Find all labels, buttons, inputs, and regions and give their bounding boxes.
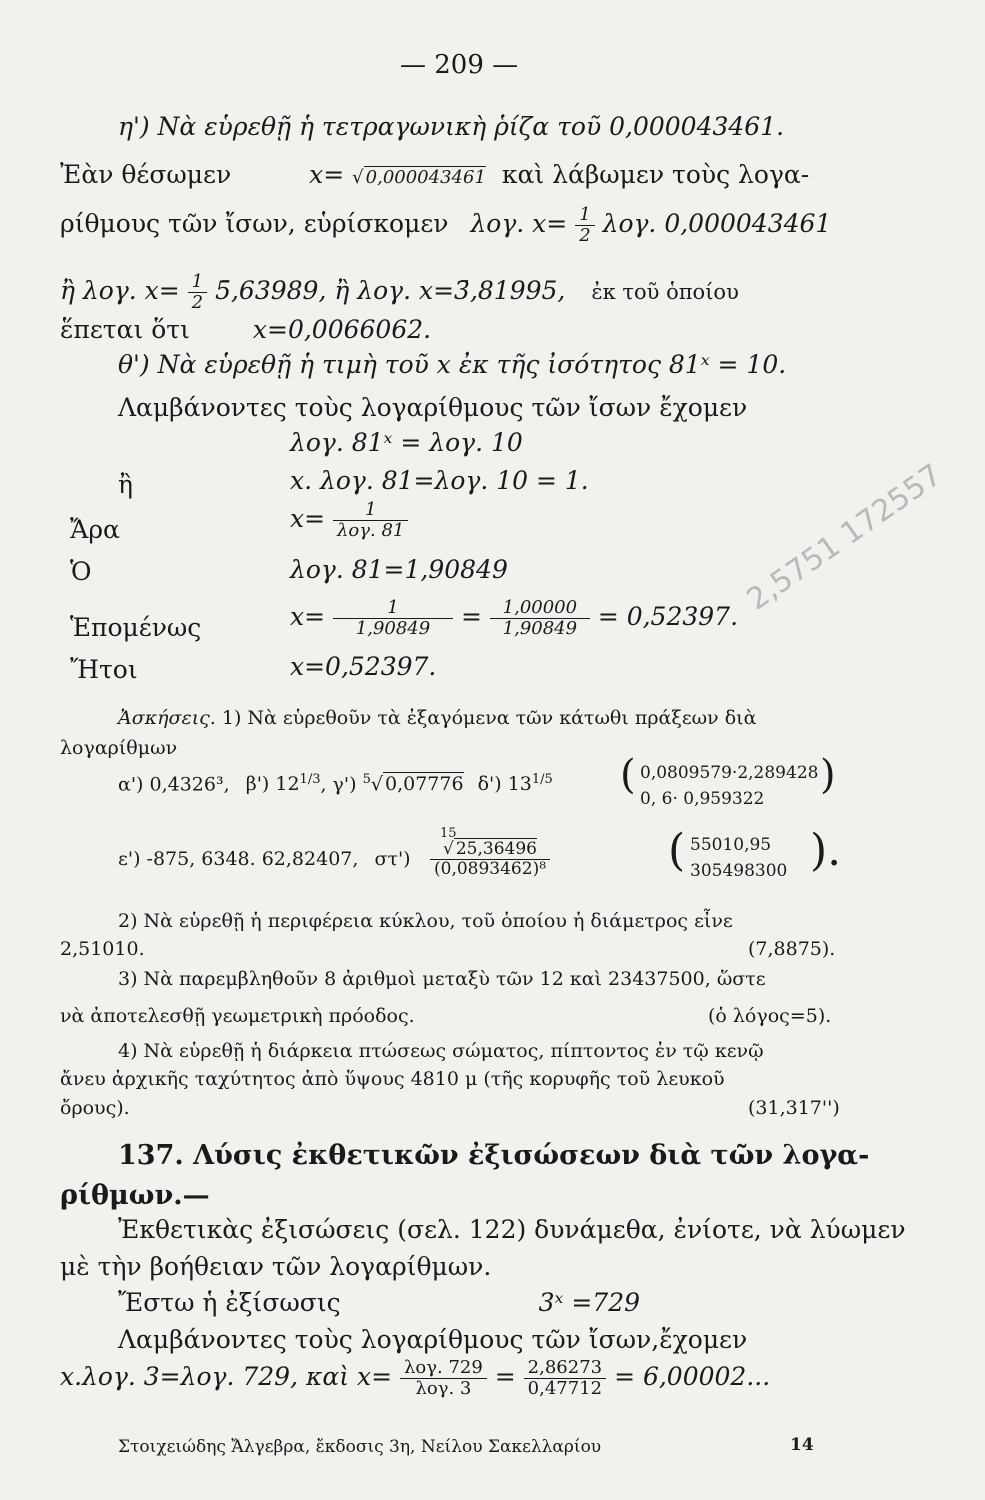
page-number: — 209 — <box>400 50 519 80</box>
exercise2-line1: 2) Νὰ εὑρεθῇ ἡ περιφέρεια κύκλου, τοῦ ὁποίου ἡ διάμετρος εἶνε <box>118 910 733 932</box>
exercises-intro: 1) Νὰ εὑρεθοῦν τὰ ἐξαγόμενα τῶν κάτωθι πράξεων διὰ <box>221 707 757 729</box>
ex1-matrix <box>640 760 818 812</box>
eta-line3-tail: ἐκ τοῦ ὁποίου <box>591 279 739 304</box>
ex1-matrix2-row2: 305498300 <box>690 861 788 881</box>
ex1-gamma-index: 5 <box>362 772 371 787</box>
section-137-p3-text: Ἔστω ἡ ἐξίσωσις <box>118 1288 341 1317</box>
exercises-head <box>118 707 756 729</box>
ex1-stigma-fraction <box>430 840 550 878</box>
ex1-gamma-radicand: 0,07776 <box>384 773 464 796</box>
ex1-alpha: α') 0,4326³, <box>118 773 230 796</box>
eta-half-num: 1 <box>575 205 594 226</box>
theta-eq5: x= $\frac{1}{1,90849}$ = $\frac{1,00000}{1,90849}$ = 0,52397. <box>290 597 739 639</box>
theta-eq3-frac <box>333 500 408 541</box>
ex1-matrix2 <box>690 832 787 884</box>
exercise4-answer: (31,317'') <box>748 1097 840 1119</box>
eta-line1-text: Ἐὰν θέσωμεν <box>60 160 232 189</box>
ex1-epsilon: ε') -875, 6348. 62,82407, <box>118 848 359 870</box>
eta-title: η') Νὰ εὑρεθῇ ἡ τετραγωνικὴ ῥίζα τοῦ 0,000043461. <box>118 112 785 141</box>
footer-signature: Στοιχειώδης Ἄλγεβρα, ἔκδοσις 3η, Νείλου Σακελλαρίου <box>118 1437 602 1457</box>
ex1-delta-exp: 1/5 <box>531 772 553 787</box>
theta-label-o: Ὁ <box>70 557 92 586</box>
theta-eq5-frac2 <box>490 598 590 639</box>
eta-line4-text: ἕπεται ὅτι <box>60 315 190 344</box>
section-137-equation: 3ˣ =729 <box>538 1288 641 1317</box>
exercises-head-c: λογαρίθμων <box>60 737 178 759</box>
theta-label-htoi: Ἤτοι <box>70 655 138 684</box>
theta-eq6: x=0,52397. <box>290 652 437 681</box>
exercise3-answer: (ὁ λόγος=5). <box>708 1005 832 1027</box>
eta-line1-x: x= <box>309 160 345 189</box>
exercise3-line2: νὰ ἀποτελεσθῇ γεωμετρικὴ πρόοδος. <box>60 1005 415 1027</box>
theta-eq4: λογ. 81=1,90849 <box>290 555 508 584</box>
theta-eq1: λογ. 81ˣ = λογ. 10 <box>290 428 523 457</box>
theta-intro: Λαμβάνοντες τοὺς λογαρίθμους τῶν ἴσων ἔχομεν <box>118 393 748 422</box>
ex1-delta: δ') 13 <box>477 773 532 796</box>
section-137-p5-text: x.λογ. 3=λογ. 729, καὶ x= <box>60 1361 393 1391</box>
eta-line2-log: λογ. x= <box>470 208 568 238</box>
eta-line2 <box>60 205 831 246</box>
section-137-den1: λογ. 3 <box>415 1377 472 1399</box>
ex1-paren-left: ( <box>620 752 636 798</box>
exercise1-row2 <box>118 848 411 870</box>
section-137-heading: 137. Λύσις ἐκθετικῶν ἐξισώσεων διὰ τῶν λογα- <box>118 1140 870 1171</box>
ex1-stigma-index: 15 <box>440 826 457 841</box>
theta-label-ara: Ἄρα <box>70 515 120 544</box>
section-137-p5: x.λογ. 3=λογ. 729, καὶ x= $\frac{\text{λογ. 729}}{\text{λογ. 3}}$ = $\frac{2,86273}{0,47712}$ = 6,00002... <box>60 1357 771 1399</box>
ex1-stigma-radicand: 25,36496 <box>455 839 537 859</box>
ex1-paren2-right: ). <box>810 825 842 876</box>
theta-eq5-num2: 1,00000 <box>490 598 590 619</box>
section-137-result: = 6,00002... <box>614 1361 771 1391</box>
exercise4-line1: 4) Νὰ εὑρεθῇ ἡ διάρκεια πτώσεως σώματος, πίπτοντος ἐν τῷ κενῷ <box>118 1040 764 1062</box>
eta-line2-tail: λογ. 0,000043461 <box>602 208 832 238</box>
ex1-matrix2-row1: 55010,95 <box>690 835 772 855</box>
exercise2-line2: 2,51010. <box>60 938 145 960</box>
eta-line3-head: ἢ λογ. x= <box>60 275 180 305</box>
exercise3-line1: 3) Νὰ παρεμβληθοῦν 8 ἀριθμοὶ μεταξὺ τῶν 12 καὶ 23437500, ὥστε <box>118 968 766 990</box>
ex1-beta: β') 12 <box>245 773 300 796</box>
eta-line2-text: ρίθμους τῶν ἴσων, εὑρίσκομεν <box>60 208 449 238</box>
section-137-p4: Λαμβάνοντες τοὺς λογαρίθμους τῶν ἴσων,ἔχομεν <box>118 1325 748 1354</box>
section-137-num2: 2,86273 <box>524 1358 606 1379</box>
theta-eq3-x: x= <box>290 503 326 533</box>
ex1-matrix-row1: 0,0809579·2,289428 <box>640 763 819 783</box>
ex1-matrix-row2: 0, 6· 0,959322 <box>640 789 765 809</box>
exercise2-answer: (7,8875). <box>748 938 836 960</box>
eta-radical: √ 0,000043461 <box>352 167 486 188</box>
ex1-stigma: στ') <box>374 848 411 870</box>
theta-eq5-den1: 1,90849 <box>355 617 431 639</box>
theta-title: θ') Νὰ εὑρεθῇ ἡ τιμὴ τοῦ x ἐκ τῆς ἰσότητος 81ˣ = 10. <box>118 350 787 379</box>
section-137-p3 <box>118 1288 640 1317</box>
ex1-paren2-left: ( <box>668 825 686 876</box>
eta-line4-result: x=0,0066062. <box>252 315 432 344</box>
eta-half-frac <box>575 205 594 246</box>
eta-line1 <box>60 160 809 189</box>
theta-eq5-frac1 <box>333 598 453 639</box>
eta-line3 <box>60 272 739 313</box>
exercises-title: Ἀσκήσεις. <box>118 707 216 729</box>
section-137-heading-cont: ρίθμων.— <box>60 1180 210 1211</box>
theta-eq3-den: λογ. 81 <box>337 519 405 541</box>
section-137-frac1 <box>400 1358 487 1399</box>
footer-sheet-number: 14 <box>790 1435 814 1455</box>
theta-eq3-num: 1 <box>333 500 408 521</box>
theta-eq5-x: x= <box>290 601 326 631</box>
exercise1-row <box>118 772 553 795</box>
ex1-gamma: , γ') <box>320 773 357 796</box>
eta-line3-values: 5̄,63989, ἢ λογ. x=3̄,81995, <box>215 275 566 305</box>
section-137-frac2 <box>524 1358 606 1399</box>
theta-label-ep: Ἑπομένως <box>70 613 202 642</box>
section-137-p1: Ἐκθετικὰς ἐξισώσεις (σελ. 122) δυνάμεθα, ἐνίοτε, νὰ λύωμεν <box>118 1215 906 1244</box>
section-137-num1: λογ. 729 <box>400 1358 487 1379</box>
eta-radicand: 0,000043461 <box>365 167 486 188</box>
ex1-beta-exp: 1/3 <box>299 772 321 787</box>
eta-half-den: 2 <box>579 224 591 246</box>
ex1-stigma-frac <box>430 840 550 878</box>
ex1-gamma-radical: √ 0,07776 <box>370 773 464 796</box>
eta-line4 <box>60 315 431 344</box>
ex1-stigma-num: √ 25,36496 <box>430 840 550 860</box>
theta-eq3 <box>290 500 408 541</box>
theta-eq5-den2: 1,90849 <box>502 617 578 639</box>
pencil-annotation: 2,5751 172557 <box>740 457 949 618</box>
theta-eq5-result: = 0,52397. <box>597 601 739 631</box>
theta-eq2: x. λογ. 81=λογ. 10 = 1. <box>290 466 589 495</box>
eta-line3-frac <box>188 272 207 313</box>
exercise4-line2: ἄνευ ἀρχικῆς ταχύτητος ἀπὸ ὕψους 4810 μ (τῆς κορυφῆς τοῦ λευκοῦ <box>60 1068 725 1090</box>
eta-line3-den: 2 <box>191 291 204 313</box>
ex1-stigma-den: (0,0893462)⁸ <box>434 858 547 879</box>
eta-line1-tail: καὶ λάβωμεν τοὺς λογα- <box>501 160 810 189</box>
section-137-p2: μὲ τὴν βοήθειαν τῶν λογαρίθμων. <box>60 1252 492 1281</box>
section-137-den2: 0,47712 <box>527 1377 603 1399</box>
exercise4-line3: ὄρους). <box>60 1097 130 1119</box>
ex1-paren-right: ) <box>820 752 836 798</box>
theta-eq5-num1: 1 <box>333 598 453 619</box>
theta-label-h: ἢ <box>118 470 133 499</box>
eta-line3-num: 1 <box>188 272 207 293</box>
